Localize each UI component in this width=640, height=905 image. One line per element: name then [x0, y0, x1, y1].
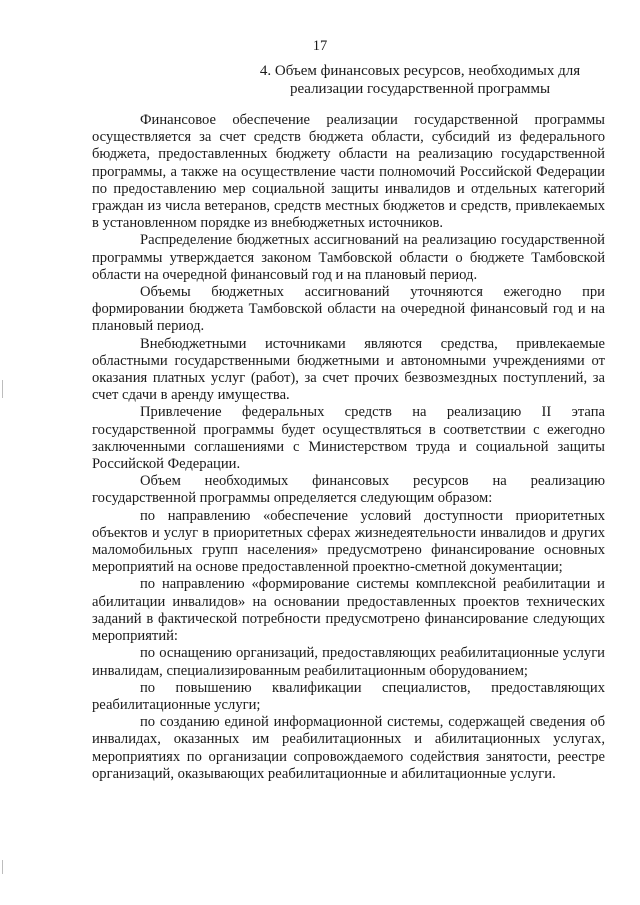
paragraph-rehabilitation-direction: по направлению «формирование системы комплексной реабилитации и абилитации инвалидов» на основании предоставленных проектов технических заданий в фактической потребности предусмотрено финансирование следующих мероприятий: — [92, 576, 605, 645]
section-title-line-1: 4. Объем финансовых ресурсов, необходимых для — [259, 63, 581, 79]
body-text — [92, 112, 605, 783]
scan-artifact — [2, 860, 3, 874]
paragraph-equipment: по оснащению организаций, предоставляющих реабилитационные услуги инвалидам, специализированным реабилитационным оборудованием; — [92, 645, 605, 679]
page-number: 17 — [312, 38, 328, 54]
paragraph-accessibility-direction: по направлению «обеспечение условий доступности приоритетных объектов и услуг в приоритетных сферах жизнедеятельности инвалидов и других маломобильных групп населения» предусмотрено финансирование основных мероприятий на основе предоставленной проектно-сметной документации; — [92, 507, 605, 576]
section-title-line-2: реализации государственной программы — [289, 81, 551, 97]
section-title — [230, 62, 610, 98]
paragraph-qualification: по повышению квалификации специалистов, предоставляющих реабилитационные услуги; — [92, 679, 605, 713]
paragraph-funding-sources: Финансовое обеспечение реализации государственной программы осуществляется за счет средств бюджета области, субсидий из федерального бюджета, предоставленных бюджету области на реализацию государственной программы, а также на осуществление части полномочий Российской Федерации по предоставлению мер социальной защиты инвалидов и отдельных категорий граждан из числа ветеранов, средств местных бюджетов и средств, привлекаемых в установленном порядке из внебюджетных источников. — [92, 112, 605, 232]
scan-artifact — [2, 380, 3, 398]
paragraph-resource-volume: Объем необходимых финансовых ресурсов на реализацию государственной программы определяется следующим образом: — [92, 473, 605, 507]
paragraph-budget-distribution: Распределение бюджетных ассигнований на реализацию государственной программы утверждается законом Тамбовской области о бюджете Тамбовской области на очередной финансовый год и на плановый период. — [92, 232, 605, 283]
paragraph-information-system: по созданию единой информационной системы, содержащей сведения об инвалидах, оказанных им реабилитационных и абилитационных услугах, мероприятиях по организации сопровождаемого содействия занятости, реестре организаций, оказывающих реабилитационные и абилитационные услуги. — [92, 714, 605, 782]
paragraph-extrabudgetary-sources: Внебюджетными источниками являются средства, привлекаемые областными государственными бюджетными и автономными учреждениями от оказания платных услуг (работ), за счет прочих безвозмездных поступлений, за счет сдачи в аренду имущества. — [92, 335, 605, 404]
paragraph-federal-funds: Привлечение федеральных средств на реализацию II этапа государственной программы будет осуществляться в соответствии с ежегодно заключенными соглашениями с Министерством труда и социальной защиты Российской Федерации. — [92, 404, 605, 473]
paragraph-budget-clarification: Объемы бюджетных ассигнований уточняются ежегодно при формировании бюджета Тамбовской области на очередной финансовый год и на плановый период. — [92, 284, 605, 335]
